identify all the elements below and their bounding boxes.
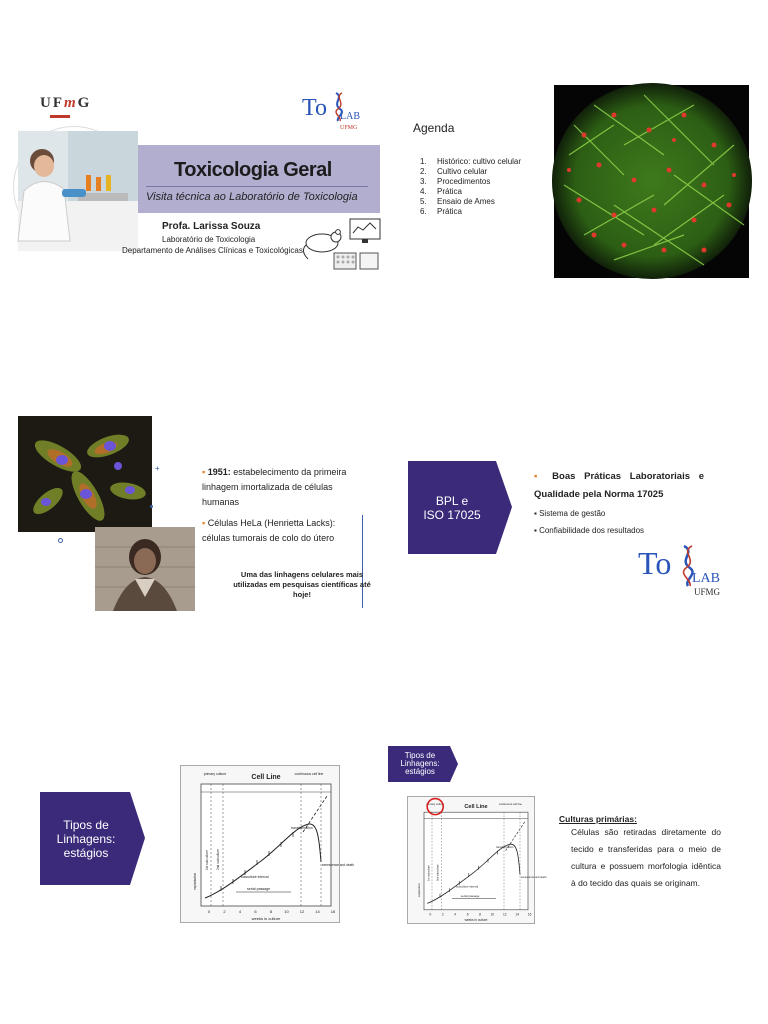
cell-culture-micrograph [554,85,749,278]
tag-line3: estágios [405,767,435,776]
agenda-item: 2. Cultivo celular [420,167,488,176]
hela-note: Uma das linhagens celulares mais utilizadas em pesquisas científicas até hoje! [233,570,371,599]
agenda-item: 4. Prática [420,187,462,196]
decorative-dot [58,538,63,543]
toxlab-ufmg-text: UFMG [340,125,358,131]
decorative-dot [150,505,153,508]
x-tick-label: 2 [223,909,226,914]
agenda-title: Agenda [413,121,455,135]
x-tick-label: 10 [284,909,289,914]
second-subculture-label: 2nd subculture [436,864,440,881]
cell-line-label: Cell Line [464,804,488,811]
agenda-item: 5. Ensaio de Ames [420,197,495,206]
toxlab-logo [638,542,738,600]
hela-fluorescence-image [18,416,152,532]
ufmg-logo: UFmG [40,95,92,111]
bullet-1951: ▪ 1951: estabelecimento da primeira linhagem imortalizada de células humanas [202,467,347,507]
transformation-label: transformation [291,826,313,830]
presentation-title: Toxicologia Geral [174,159,332,181]
subculture-interval-label: subculture interval [456,885,479,889]
bullet-boas-praticas: ▪ Boas Práticas Laboratoriais e Qualidade pela Norma 17025 [534,471,704,500]
x-tick-label: 0 [429,912,432,917]
x-tick-label: 8 [269,909,273,914]
cell-line-growth-chart-highlighted [407,796,547,924]
subculture-interval-label: subculture interval [241,875,269,879]
senescence-label: senescence and death [322,863,355,867]
bullet-hela: ▪ Células HeLa (Henrietta Lacks): células tumorais de colo do útero [202,518,336,543]
bullet-sistema-gestao: ▪ Sistema de gestão [534,509,606,518]
bpl-banner-line1: BPL e [435,493,469,508]
x-tick-label: 12 [503,912,507,917]
banner-line1: Tipos de [63,817,109,832]
x-tick-label: 4 [238,909,242,914]
x-tick-label: 6 [254,909,257,914]
x-tick-label: 16 [527,912,532,917]
x-tick-label: 0 [207,909,211,914]
bullet-confiabilidade: ▪ Confiabilidade dos resultados [534,526,645,535]
lab-photo [14,127,134,247]
lab-illustration [300,215,384,273]
x-tick-label: 14 [515,912,519,917]
title-divider [146,186,368,187]
x-tick-label: 12 [299,909,305,914]
senescence-label: senescence and death [520,875,547,879]
decorative-dot: + [155,464,160,473]
explantation-label: explantation [418,883,421,897]
primary-cultures-heading: Culturas primárias: [559,814,637,824]
cell-line-growth-chart [180,765,355,923]
agenda-item: 3. Procedimentos [420,177,491,186]
primary-cultures-text [559,814,721,892]
primary-culture-label: primary culture [203,772,227,776]
tipos-linhagens-banner [40,792,145,885]
x-tick-label: 16 [330,909,336,914]
toxlab-ufmg-text: UFMG [694,587,721,597]
toxlab-to-text: To [638,545,672,581]
x-axis-label: weeks in culture [464,918,488,922]
x-tick-label: 10 [490,912,495,917]
toxlab-lab-text: LAB [340,111,360,122]
title-slide [14,85,384,275]
bpl-banner-line2: ISO 17025 [423,507,481,522]
x-tick-label: 14 [315,909,320,914]
tipos-linhagens-tag [388,746,458,782]
x-tick-label: 6 [466,912,469,917]
bpl-banner [408,461,512,554]
toxlab-lab-text: LAB [692,571,720,586]
x-axis-label: weeks in culture [251,916,281,921]
primary-cultures-description: Células são retiradas diretamente do tecido e transferidas para o meio de cultura e possuem morfologia idêntica à do tecido das quais se originam. [571,827,721,888]
first-subculture-label: 1st subculture [427,865,431,881]
toxlab-logo [302,89,362,131]
serial-passage-label: serial passage [460,894,480,898]
banner-line3: estágios [63,845,109,860]
x-tick-label: 2 [441,912,444,917]
serial-passage-label: serial passage [247,887,271,891]
continuous-cell-line-label: continuous cell line [294,772,324,776]
second-subculture-label: 2nd subculture [216,849,220,870]
presentation-subtitle: Visita técnica ao Laboratório de Toxicologia [146,191,358,203]
hela-bullet-list [202,465,362,546]
lab-name: Laboratório de Toxicologia [162,235,256,244]
explantation-label: explantation [193,872,197,890]
tag-line1: Tipos de [404,751,436,760]
primary-culture-label: primary culture [426,803,445,806]
toxlab-to-text: To [302,95,327,121]
continuous-cell-line-label: continuous cell line [498,803,522,806]
agenda-item: 1. Histórico: cultivo celular [420,157,522,166]
agenda-item: 6. Prática [420,207,462,216]
henrietta-lacks-portrait [95,527,195,611]
x-tick-label: 4 [454,912,457,917]
first-subculture-label: 1st subculture [205,850,209,870]
ufmg-logo-bar [50,115,70,118]
agenda-list [420,157,550,217]
banner-line2: Linhagens: [56,831,116,846]
department-name: Departamento de Análises Clínicas e Toxicológicas [122,246,303,255]
transformation-label: transformation [496,846,514,850]
x-tick-label: 8 [479,912,481,917]
cell-line-label: Cell Line [251,774,281,781]
bpl-bullet-list [534,468,704,538]
professor-name: Profa. Larissa Souza [162,221,261,232]
tag-line2: Linhagens: [400,759,440,768]
